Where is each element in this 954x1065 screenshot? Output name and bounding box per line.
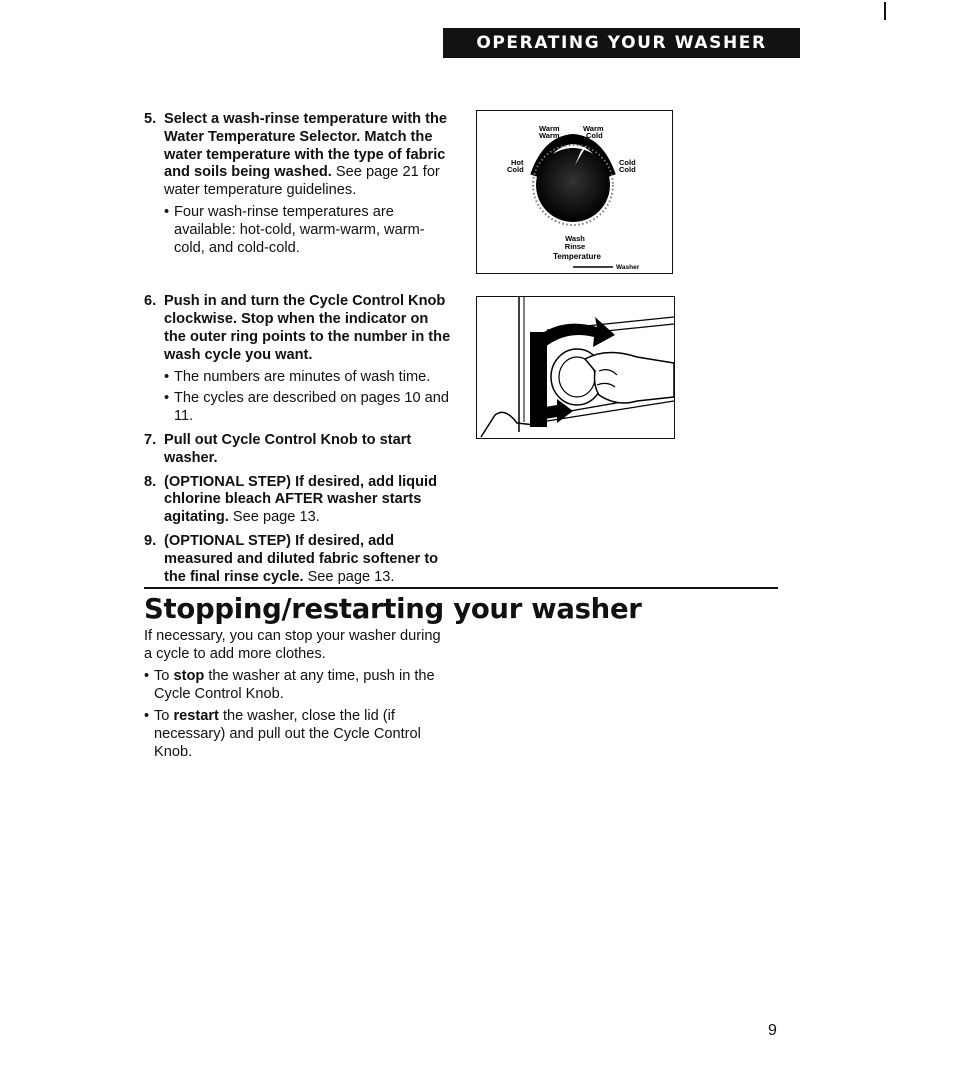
step-5 xyxy=(144,111,454,257)
label-warm-cold-bottom: Cold xyxy=(586,131,603,140)
bullet-keyword: restart xyxy=(173,708,219,724)
label-hot-cold-top: Hot xyxy=(511,158,524,167)
section-body xyxy=(144,627,444,765)
section-header-banner: OPERATING YOUR WASHER xyxy=(443,28,800,58)
step-number: 5. xyxy=(144,111,157,127)
clockwise-arrow-icon xyxy=(537,317,615,347)
bullet-item: • The cycles are described on pages 10 and 11. xyxy=(164,390,454,426)
step-bullets xyxy=(164,369,454,426)
bullet-text: the washer at any time, push in the Cycle Control Knob. xyxy=(154,668,435,702)
bullet-item: • The numbers are minutes of wash time. xyxy=(164,369,454,387)
step-7 xyxy=(144,432,454,468)
bullet-text: the washer, close the lid (if necessary) and pull out the Cycle Control Knob. xyxy=(154,708,421,760)
page-number: 9 xyxy=(768,1022,777,1039)
bullet-stop xyxy=(144,667,444,703)
step-number: 7. xyxy=(144,431,157,448)
bullet-item: • Four wash-rinse temperatures are available: hot-cold, warm-warm, warm-cold, and cold-cold. xyxy=(164,204,454,257)
step-bullets xyxy=(164,204,454,257)
bullet-restart xyxy=(144,707,444,761)
label-cold-cold-bottom: Cold xyxy=(619,165,636,174)
step-instruction: (OPTIONAL STEP) If desired, add measured and diluted fabric softener to the final rinse cycle. xyxy=(164,532,439,585)
step-instruction: Pull out Cycle Control Knob to start washer. xyxy=(164,431,412,466)
section-title: Stopping/restarting your washer xyxy=(144,593,642,625)
step-instruction: Push in and turn the Cycle Control Knob clockwise. Stop when the indicator on the outer ring points to the number in the wash cycle you want. xyxy=(164,293,451,363)
section-bullets xyxy=(144,667,444,761)
step-number: 6. xyxy=(144,293,157,310)
step-note: See page 13. xyxy=(303,568,395,585)
section-intro: If necessary, you can stop your washer during a cycle to add more clothes. xyxy=(144,628,441,662)
label-warm-cold-top: Warm xyxy=(583,124,604,133)
operating-steps xyxy=(144,111,454,592)
step-note: See page 21 for water temperature guidelines. xyxy=(164,164,440,199)
section-divider xyxy=(144,587,778,589)
bullet-text: To xyxy=(154,668,174,684)
step-number: 8. xyxy=(144,473,157,490)
label-cold-cold-top: Cold xyxy=(619,158,636,167)
step-9 xyxy=(144,533,454,586)
cycle-knob-figure xyxy=(476,296,675,439)
hand-turning-knob-illustration xyxy=(477,297,674,438)
bullet-text: To xyxy=(154,708,174,724)
caption-rinse: Rinse xyxy=(564,242,586,251)
brand-label: Washer xyxy=(616,264,640,271)
caption-temperature: Temperature xyxy=(553,252,601,261)
step-note: See page 13. xyxy=(228,509,320,526)
dial-knob-icon xyxy=(536,148,610,222)
label-warm-warm-top: Warm xyxy=(539,124,560,133)
step-6 xyxy=(144,293,454,426)
hand-icon xyxy=(585,352,674,403)
step-number: 9. xyxy=(144,532,157,549)
bullet-keyword: stop xyxy=(173,668,205,684)
temperature-dial-illustration xyxy=(477,111,672,273)
step-instruction: (OPTIONAL STEP) If desired, add liquid chlorine bleach AFTER washer starts agitating. xyxy=(164,473,437,526)
temperature-selector-figure xyxy=(476,110,673,274)
cabinet-base-line xyxy=(481,412,535,437)
label-hot-cold-bottom: Cold xyxy=(507,165,524,174)
step-8 xyxy=(144,474,454,527)
step-instruction: Select a wash-rinse temperature with the Water Temperature Selector. Match the water temperature with the type of fabric and soils being washed. xyxy=(164,111,448,181)
caption-wash: Wash xyxy=(565,234,585,243)
page-edge-mark xyxy=(884,2,886,20)
label-warm-warm-bottom: Warm xyxy=(539,131,560,140)
